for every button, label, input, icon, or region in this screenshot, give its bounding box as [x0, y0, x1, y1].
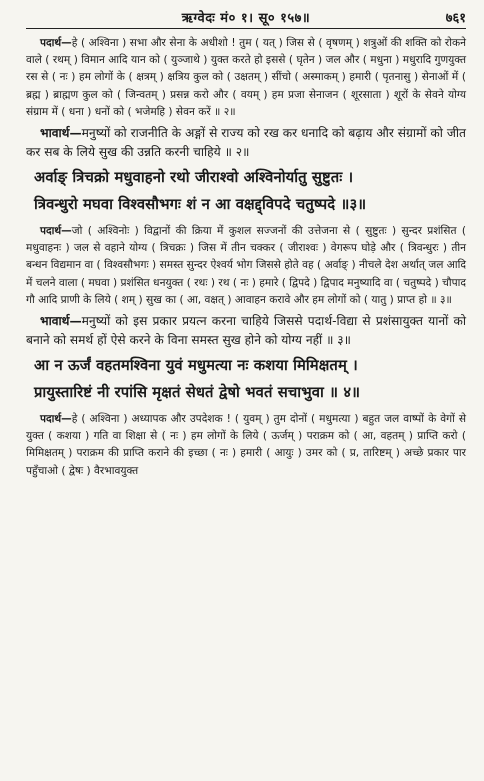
paragraph-text: हे ( अश्विना ) सभा और सेना के अधीशो ! तुम ( यत् ) जिस से ( वृषणम् ) शत्रुओं की शक्ति को रोकने वाले ( रथम् ) विमान आदि यान को ( युञ्जाथे ) युक्त करते हो इससे ( घृतेन ) जल और ( मधुना ) मधुरादि गुणयुक्त रस से ( नः ) हम लोगों के ( क्षत्रम् ) क्षत्रिय कुल को ( उक्षतम् ) सींचो ( अस्माकम् ) हमारी ( पृतनासु ) सेनाओं में ( ब्रह्म ) ब्राह्मण कुल को ( जिन्वतम् ) प्रसन्न करो और ( वयम् ) हम प्रजा सेनाजन ( शूरसाता ) शूरों के सेवने योग्य संग्राम में ( धना ) धनों को ( भजेमहि ) सेवन करें ॥ २॥ — [26, 37, 466, 118]
page-number: ७६१ — [445, 11, 466, 26]
bhavartha-paragraph — [26, 312, 466, 350]
mantra-line: अर्वाङ् त्रिचक्रो मधुवाहनो रथो जीराश्वो अश्विनोर्यातु सुष्टुतः । — [34, 169, 354, 187]
mantra-line: त्रिवन्धुरो मघवा विश्वसौभगः शं न आ वक्षद्द्विपदे चतुष्पदे ॥३॥ — [34, 196, 367, 214]
section-label: पदार्थ— — [40, 37, 72, 49]
padartha-paragraph — [26, 411, 466, 480]
bhavartha-paragraph — [26, 124, 466, 162]
paragraph-text: जो ( अश्विनोः ) विद्वानों की क्रिया में कुशल सज्जनों की उत्तेजना से ( सुष्टुतः ) सुन्दर प्रशंसित ( मधुवाहनः ) जल से वहाने योग्य ( त्रिचक्रः ) जिस में तीन चक्कर ( जीराश्वः ) वेगरूप घोड़े और ( त्रिवन्धुरः ) तीन बन्धन विद्यमान वा ( विश्वसौभगः ) समस्त सुन्दर ऐश्वर्य भोग जिससे होते वह ( अर्वाङ् ) नीचले देश अर्थात् जल आदि में चलने वाला ( मघवा ) प्रशंसित धनयुक्त ( रथः ) रथ ( नः ) हमारे ( द्विपदे ) द्विपाद मनुष्यादि वा ( चतुष्पदे ) चौपाद गौ आदि प्राणी के लिये ( शम् ) सुख का ( आ, वक्षत् ) आवाहन करावे और हम लोगों को ( यातु ) प्राप्त हो ॥ ३॥ — [26, 225, 466, 306]
section-label: पदार्थ— — [40, 225, 72, 238]
running-title: ऋग्वेदः मं० १। सू० १५७॥ — [181, 11, 311, 26]
paragraph-text: मनुष्यों को इस प्रकार प्रयत्न करना चाहिये जिससे पदार्थ-विद्या से प्रशंसायुक्त यानों को बनाने को समर्थ हों ऐसे करने के विना समस्त सुख होने को योग्य नहीं ॥ ३॥ — [26, 314, 466, 348]
paragraph-text: मनुष्यों को राजनीति के अङ्गों से राज्य को रख कर धनादि को बढ़ाय और संग्रामों को जीत कर सब के लिये सुख की उन्नति करनी चाहिये ॥ २॥ — [26, 126, 466, 160]
mantra-line: आ न ऊर्जं वहतमश्विना युवं मधुमत्या नः कशया मिमिक्षतम् । — [34, 357, 358, 375]
section-label: पदार्थ— — [40, 413, 72, 426]
mantra-line: प्रायुस्तारिष्टं नी रपांसि मृक्षतं सेधतं द्वेषो भवतं सचाभुवा ॥ ४॥ — [34, 384, 361, 402]
section-label: भावार्थ— — [40, 126, 82, 141]
paragraph-text: हे ( अश्विना ) अध्यापक और उपदेशक ! ( युवम् ) तुम दोनों ( मधुमत्या ) बहुत जल वाष्पों के वेगों से युक्त ( कशया ) गति वा शिक्षा से ( नः ) हम लोगों के लिये ( ऊर्जम् ) पराक्रम को ( आ, वहतम् ) प्राप्ति करो ( मिमिक्षतम् ) पराक्रम की प्राप्ति कराने की इच्छा ( नः ) हमारी ( आयुः ) उमर को ( प्र, तारिष्टम् ) अच्छे प्रकार पार पहुँचाओ ( द्वेषः ) वैरभावयुक्त — [26, 413, 466, 477]
padartha-paragraph — [26, 223, 466, 309]
section-label: भावार्थ— — [40, 314, 82, 329]
page-header — [26, 6, 466, 29]
padartha-paragraph — [26, 35, 466, 121]
